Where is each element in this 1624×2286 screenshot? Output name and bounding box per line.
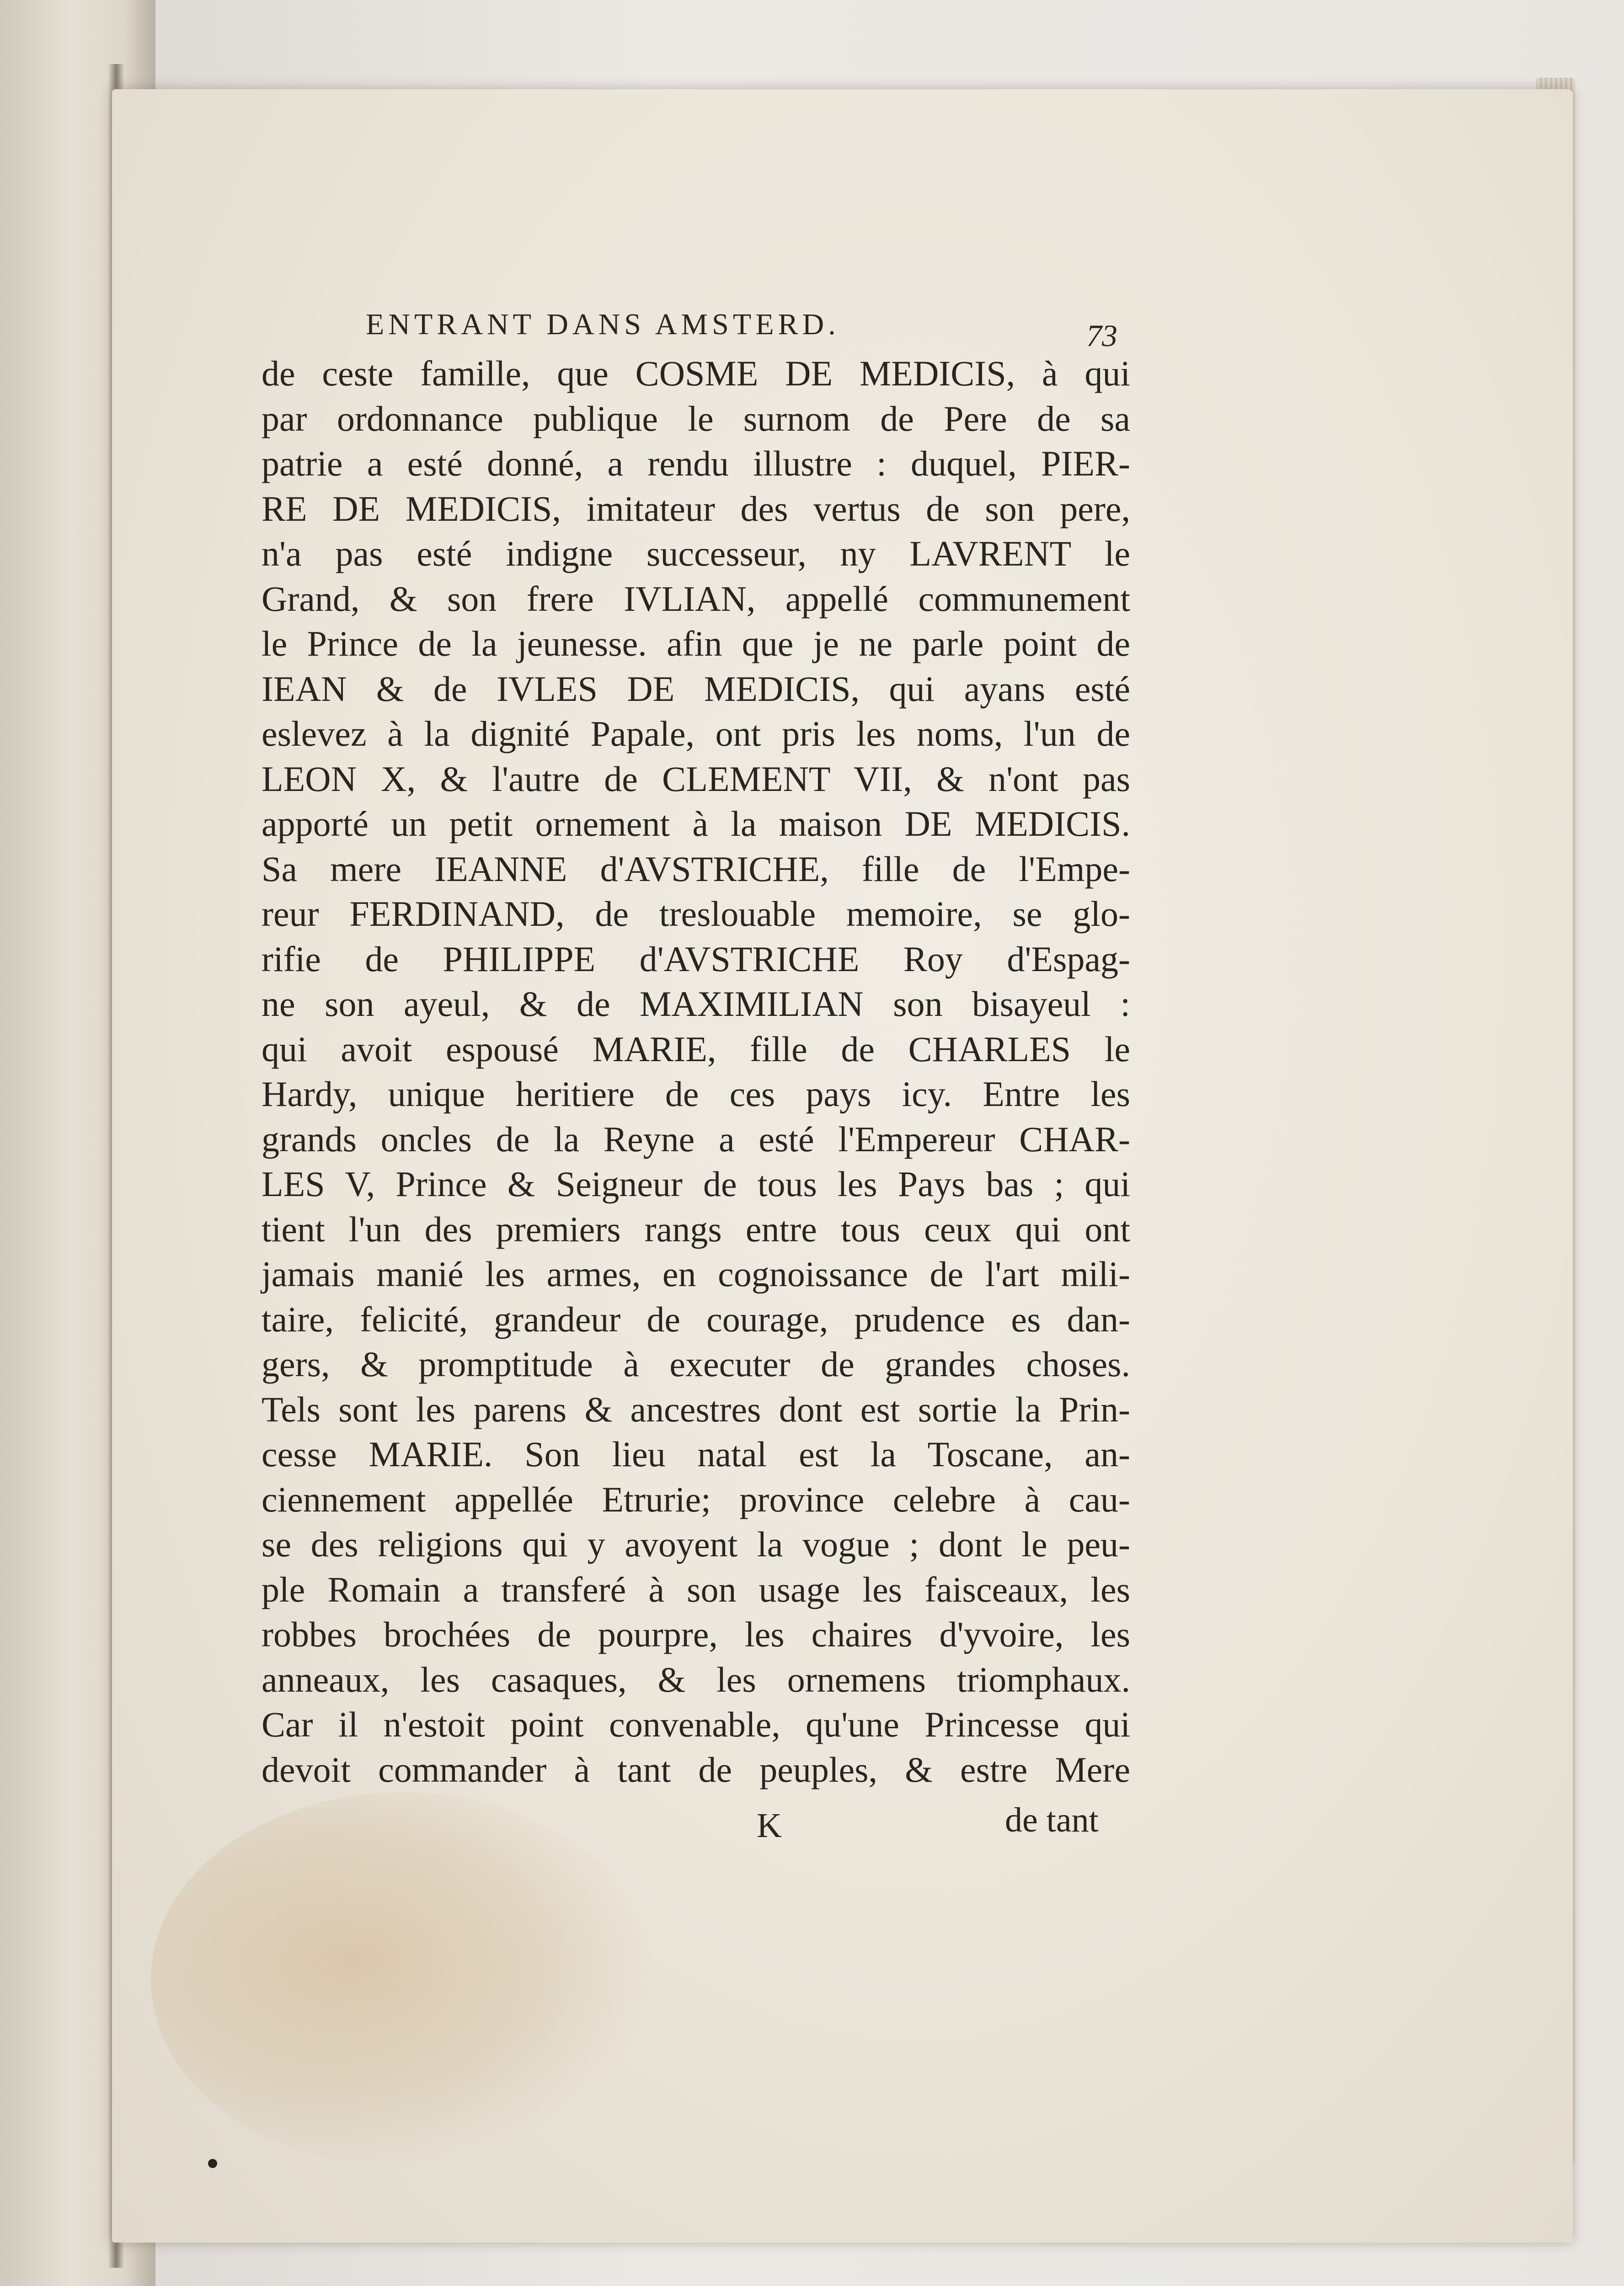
text-line: taire, felicité, grandeur de courage, prudence es dan-: [262, 1299, 1130, 1339]
body-text: [262, 351, 1130, 1792]
text-line: IEAN & de IVLES DE MEDICIS, qui ayans esté: [262, 668, 1130, 709]
text-line: se des religions qui y avoyent la vogue ; dont le peu-: [262, 1524, 1130, 1564]
text-line: ne son ayeul, & de MAXIMILIAN son bisayeul :: [262, 984, 1130, 1024]
text-line: anneaux, les casaques, & les ornemens triomphaux.: [262, 1659, 1130, 1699]
text-line: LEON X, & l'autre de CLEMENT VII, & n'ont pas: [262, 758, 1130, 799]
text-line: qui avoit espousé MARIE, fille de CHARLES le: [262, 1029, 1130, 1069]
text-line: eslevez à la dignité Papale, ont pris les noms, l'un de: [262, 714, 1130, 753]
text-line: grands oncles de la Reyne a esté l'Empereur CHAR-: [262, 1119, 1130, 1159]
text-line: cesse MARIE. Son lieu natal est la Toscane, an-: [262, 1434, 1130, 1474]
running-head: ENTRANT DANS AMSTERD.: [366, 308, 840, 341]
text-line: devoit commander à tant de peuples, & estre Mere: [262, 1749, 1130, 1789]
text-line: Hardy, unique heritiere de ces pays icy. Entre les: [262, 1074, 1130, 1114]
text-line: par ordonnance publique le surnom de Pere de sa: [262, 398, 1130, 438]
text-line: apporté un petit ornement à la maison DE MEDICIS.: [262, 804, 1130, 844]
text-line: LES V, Prince & Seigneur de tous les Pays bas ; qui: [262, 1164, 1130, 1204]
text-line: reur FERDINAND, de treslouable memoire, se glo-: [262, 894, 1130, 934]
text-line: Car il n'estoit point convenable, qu'une Princesse qui: [262, 1704, 1130, 1744]
text-line: jamais manié les armes, en cognoissance de l'art mili-: [262, 1254, 1130, 1294]
text-line: rifie de PHILIPPE d'AVSTRICHE Roy d'Espag-: [262, 939, 1130, 979]
text-line: n'a pas esté indigne successeur, ny LAVRENT le: [262, 534, 1130, 573]
water-stain: [151, 1792, 654, 2167]
text-line: ciennement appellée Etrurie; province celebre à cau-: [262, 1479, 1130, 1519]
text-line: ple Romain a transferé à son usage les faisceaux, les: [262, 1569, 1130, 1609]
text-line: de ceste famille, que COSME DE MEDICIS, à qui: [262, 353, 1130, 393]
catchword: de tant: [1005, 1801, 1099, 1839]
page-number: 73: [1086, 318, 1117, 353]
ink-dot: [208, 2159, 217, 2168]
text-line: patrie a esté donné, a rendu illustre : duquel, PIER-: [262, 443, 1130, 483]
text-line: le Prince de la jeunesse. afin que je ne parle point de: [262, 624, 1130, 663]
text-line: Sa mere IEANNE d'AVSTRICHE, fille de l'Empe-: [262, 849, 1130, 889]
text-line: Grand, & son frere IVLIAN, appellé communement: [262, 578, 1130, 619]
text-line: gers, & promptitude à executer de grandes choses.: [262, 1344, 1130, 1384]
text-line: robbes brochées de pourpre, les chaires d'yvoire, les: [262, 1614, 1130, 1654]
signature-mark: K: [757, 1806, 782, 1845]
text-line: tient l'un des premiers rangs entre tous ceux qui ont: [262, 1209, 1130, 1249]
text-line: RE DE MEDICIS, imitateur des vertus de son pere,: [262, 488, 1130, 529]
text-line: Tels sont les parens & ancestres dont est sortie la Prin-: [262, 1389, 1130, 1429]
